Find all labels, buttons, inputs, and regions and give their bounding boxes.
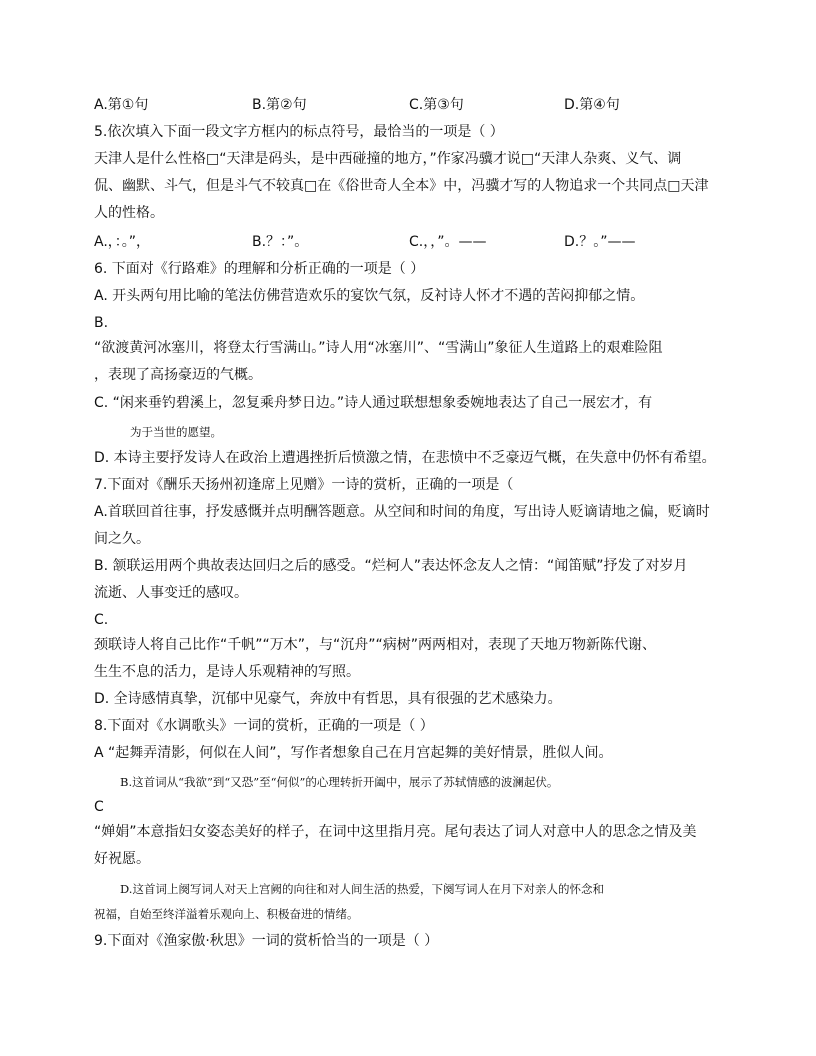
q8-option-c-line-2: 好祝愿。	[94, 851, 150, 867]
q7-option-b-line-1: B. 颔联运用两个典故表达回归之后的感受。“烂柯人”表达怀念友人之情：“闻笛赋”抒发了对岁月	[94, 558, 688, 574]
q5-passage-line-2: 侃、幽默、斗气，但是斗气不较真□在《俗世奇人全本》中，冯骥才写的人物追求一个共同点□天津	[94, 178, 709, 194]
q7-option-c-line-2: 生生不息的活力，是诗人乐观精神的写照。	[94, 664, 360, 680]
q6-option-c-line-1: C. “闲来垂钓碧溪上，忽复乘舟梦日边。”诗人通过联想想象委婉地表达了自己一展宏才，有	[94, 395, 653, 411]
q5-passage-line-3: 人的性格。	[94, 205, 164, 221]
q7-stem: 7.下面对《酬乐天扬州初逢席上见赠》一诗的赏析，正确的一项是（	[94, 477, 514, 493]
q5-option-a: A.，：。”，	[94, 234, 151, 250]
q6-option-a: A. 开头两句用比喻的笔法仿佛营造欢乐的宴饮气氛，反衬诗人怀才不遇的苦闷抑郁之情。	[94, 288, 645, 304]
q8-option-b: B.这首词从“我欲”到“又恐”至“何似”的心理转折开阖中，展示了苏轼情感的波澜起伏。	[120, 775, 559, 789]
q7-option-c-label: C.	[94, 612, 109, 628]
q4-option-c: C.第③句	[409, 97, 464, 113]
q7-option-a-line-2: 间之久。	[94, 531, 150, 547]
q7-option-b-line-2: 流逝、人事变迁的感叹。	[94, 585, 248, 601]
q4-option-b: B.第②句	[252, 97, 307, 113]
q7-option-a-line-1: A.首联回首往事，抒发感慨并点明酬答题意。从空间和时间的角度，写出诗人贬谪请地之偏，贬谪时	[94, 504, 710, 520]
q6-option-b-line-2: ，表现了高扬豪迈的气概。	[94, 367, 262, 383]
q5-option-b: B.？：”。	[252, 234, 309, 250]
q4-option-d: D.第④句	[564, 97, 620, 113]
q6-stem: 6. 下面对《行路难》的理解和分析正确的一项是（ ）	[94, 261, 425, 277]
q8-option-a: A “起舞弄清影，何似在人间”，写作者想象自己在月宫起舞的美好情景，胜似人间。	[94, 745, 613, 761]
q5-option-c: C.，，”。——	[409, 234, 487, 250]
q4-option-a: A.第①句	[94, 97, 149, 113]
q7-option-d: D. 全诗感情真挚，沉郁中见豪气，奔放中有哲思，具有很强的艺术感染力。	[94, 691, 562, 707]
q8-option-d-line-2: 祝福，自始至终洋溢着乐观向上、积极奋进的情绪。	[94, 907, 359, 921]
q6-option-b-line-1: “欲渡黄河冰塞川，将登太行雪满山。”诗人用“冰塞川”、“雪满山”象征人生道路上的艰难险阻	[94, 340, 663, 356]
q9-stem: 9.下面对《渔家傲·秋思》一词的赏析恰当的一项是（ ）	[94, 933, 439, 949]
q8-option-d-line-1: D.这首词上阕写词人对天上宫阙的向往和对人间生活的热爱，下阕写词人在月下对亲人的怀念和	[120, 882, 604, 896]
q5-passage-line-1: 天津人是什么性格□“天津是码头，是中西碰撞的地方，”作家冯骥才说□“天津人杂爽、义气、调	[94, 151, 682, 167]
q6-option-c-line-2: 为于当世的愿望。	[130, 425, 222, 439]
q6-option-b-label: B.	[94, 315, 109, 331]
q8-option-c-label: C	[94, 799, 104, 815]
q5-option-d: D.？。”——	[564, 234, 636, 250]
q6-option-d: D. 本诗主要抒发诗人在政治上遭遇挫折后愤激之情，在悲愤中不乏豪迈气概，在失意中仍怀有希望。	[94, 450, 716, 466]
q7-option-c-line-1: 颈联诗人将自己比作“千帆”“万木”，与“沉舟”“病树”两两相对，表现了天地万物新陈代谢、	[94, 637, 657, 653]
q8-option-c-line-1: “婵娟”本意指妇女姿态美好的样子，在词中这里指月亮。尾句表达了词人对意中人的思念之情及美	[94, 824, 697, 840]
q5-stem: 5.依次填入下面一段文字方框内的标点符号，最恰当的一项是（ ）	[94, 124, 504, 140]
q8-stem: 8.下面对《水调歌头》一词的赏析，正确的一项是（ ）	[94, 718, 434, 734]
